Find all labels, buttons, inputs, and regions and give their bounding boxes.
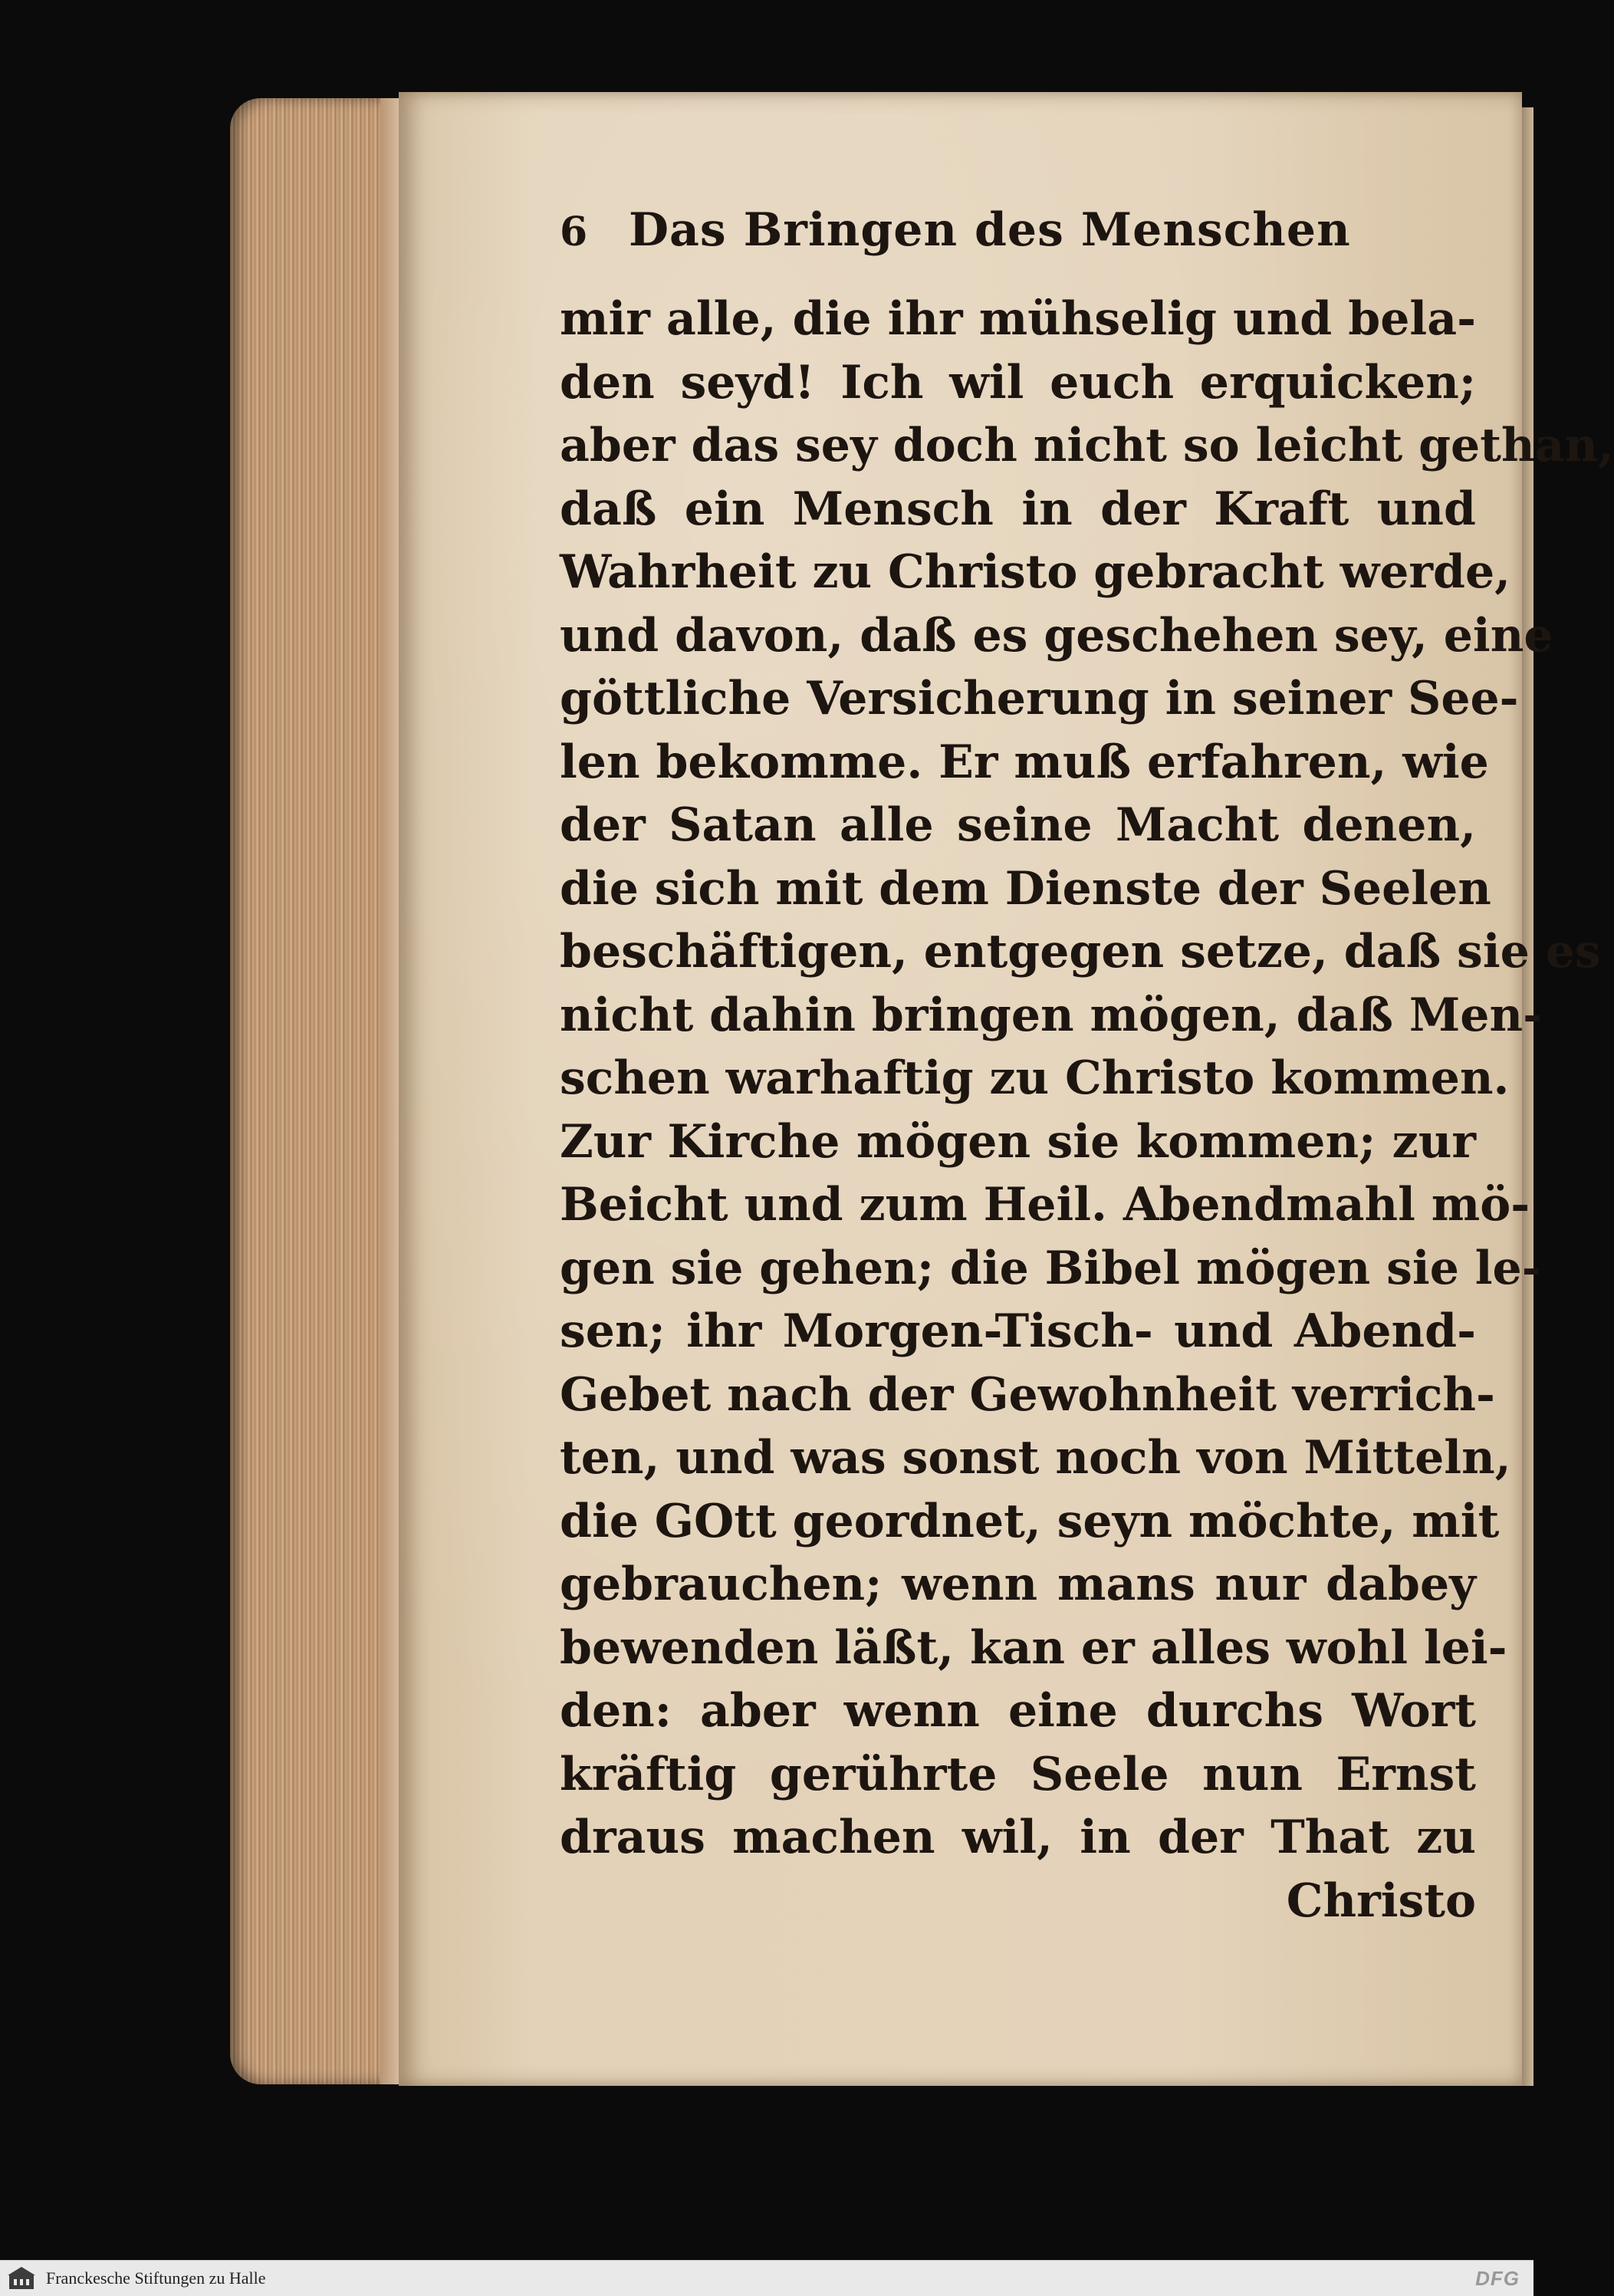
running-head <box>560 203 1476 280</box>
text-line: sen; ihr Morgen-Tisch- und Abend- <box>560 1304 1476 1358</box>
text-line: gebrauchen; wenn mans nur dabey <box>560 1558 1476 1611</box>
text-line: und davon, daß es geschehen sey, eine <box>560 608 1553 663</box>
text-line: ten, und was sonst noch von Mitteln, <box>560 1431 1511 1485</box>
text-line: len bekomme. Er muß erfahren, wie <box>560 735 1489 789</box>
text-line: beschäftigen, entgegen setze, daß sie es <box>560 925 1601 979</box>
body-text <box>560 288 1614 1933</box>
text-line: mir alle, die ihr mühselig und bela- <box>560 292 1476 346</box>
text-line: die sich mit dem Dienste der Seelen <box>560 861 1491 916</box>
text-line: den seyd! Ich wil euch erquicken; <box>560 355 1476 410</box>
text-line: nicht dahin bringen mögen, daß Men- <box>560 988 1543 1042</box>
text-line: schen warhaftig zu Christo kommen. <box>560 1051 1510 1105</box>
text-line: der Satan alle seine Macht denen, <box>560 798 1476 852</box>
viewer-footer <box>0 2260 1533 2296</box>
text-line: Gebet nach der Gewohnheit verrich- <box>560 1367 1495 1422</box>
catchword: Christo <box>1286 1873 1476 1928</box>
institution-credit[interactable]: Franckesche Stiftungen zu Halle <box>46 2268 266 2288</box>
book-page <box>399 92 1614 2086</box>
text-line: Beicht und zum Heil. Abendmahl mö- <box>560 1178 1530 1232</box>
page-edges <box>230 98 406 2084</box>
text-line: gen sie gehen; die Bibel mögen sie le- <box>560 1241 1541 1295</box>
text-line: Zur Kirche mögen sie kommen; zur <box>560 1114 1476 1169</box>
running-title: Das Bringen des Menschen <box>629 203 1351 257</box>
text-line: kräftig gerührte Seele nun Ernst <box>560 1747 1476 1801</box>
text-line: göttliche Versicherung in seiner See- <box>560 672 1519 725</box>
text-line: die GOtt geordnet, seyn möchte, mit <box>560 1494 1500 1548</box>
text-line: draus machen wil, in der That zu <box>560 1811 1476 1864</box>
text-line: Wahrheit zu Christo gebracht werde, <box>560 545 1511 599</box>
text-line: den: aber wenn eine durchs Wort <box>560 1684 1476 1738</box>
page-content <box>560 203 1614 1933</box>
foundation-building-icon <box>6 2265 37 2292</box>
text-line: aber das sey doch nicht so leicht gethan, <box>560 419 1614 472</box>
page-number: 6 <box>560 209 588 255</box>
dfg-logo: DFG <box>1475 2266 1520 2290</box>
text-line: bewenden läßt, kan er alles wohl lei- <box>560 1620 1507 1675</box>
text-line: daß ein Mensch in der Kraft und <box>560 482 1476 536</box>
